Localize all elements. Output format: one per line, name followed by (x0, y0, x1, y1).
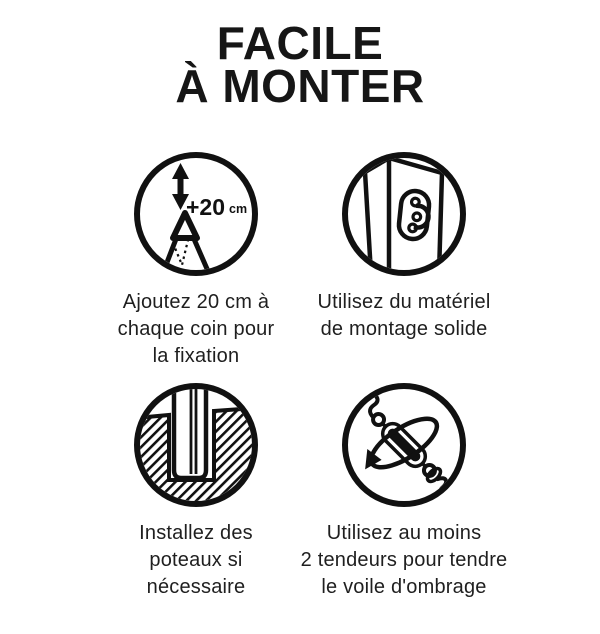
step-install-posts (92, 383, 300, 601)
step-caption: Installez des poteaux si nécessaire (139, 522, 253, 598)
wall-mount-icon (342, 152, 466, 276)
plus20-label: +20 (186, 194, 226, 220)
title-line2: À MONTER (175, 60, 425, 112)
steps-grid (92, 152, 508, 601)
post-in-ground-icon (134, 383, 258, 507)
step-caption: Utilisez du matériel de montage solide (317, 291, 491, 340)
step-use-tensioners (300, 383, 508, 601)
step-add-20cm (92, 152, 300, 370)
step-solid-hardware (300, 152, 508, 370)
step-caption: Ajoutez 20 cm à chaque coin pour la fixation (117, 291, 275, 367)
cm-unit-label: cm (229, 202, 248, 216)
page-title (0, 0, 600, 112)
title-line1: FACILE (216, 17, 384, 69)
step-caption: Utilisez au moins 2 tendeurs pour tendre le voile d'ombrage (300, 522, 508, 598)
corner-measurement-icon (134, 152, 258, 276)
turnbuckle-icon (342, 383, 466, 507)
